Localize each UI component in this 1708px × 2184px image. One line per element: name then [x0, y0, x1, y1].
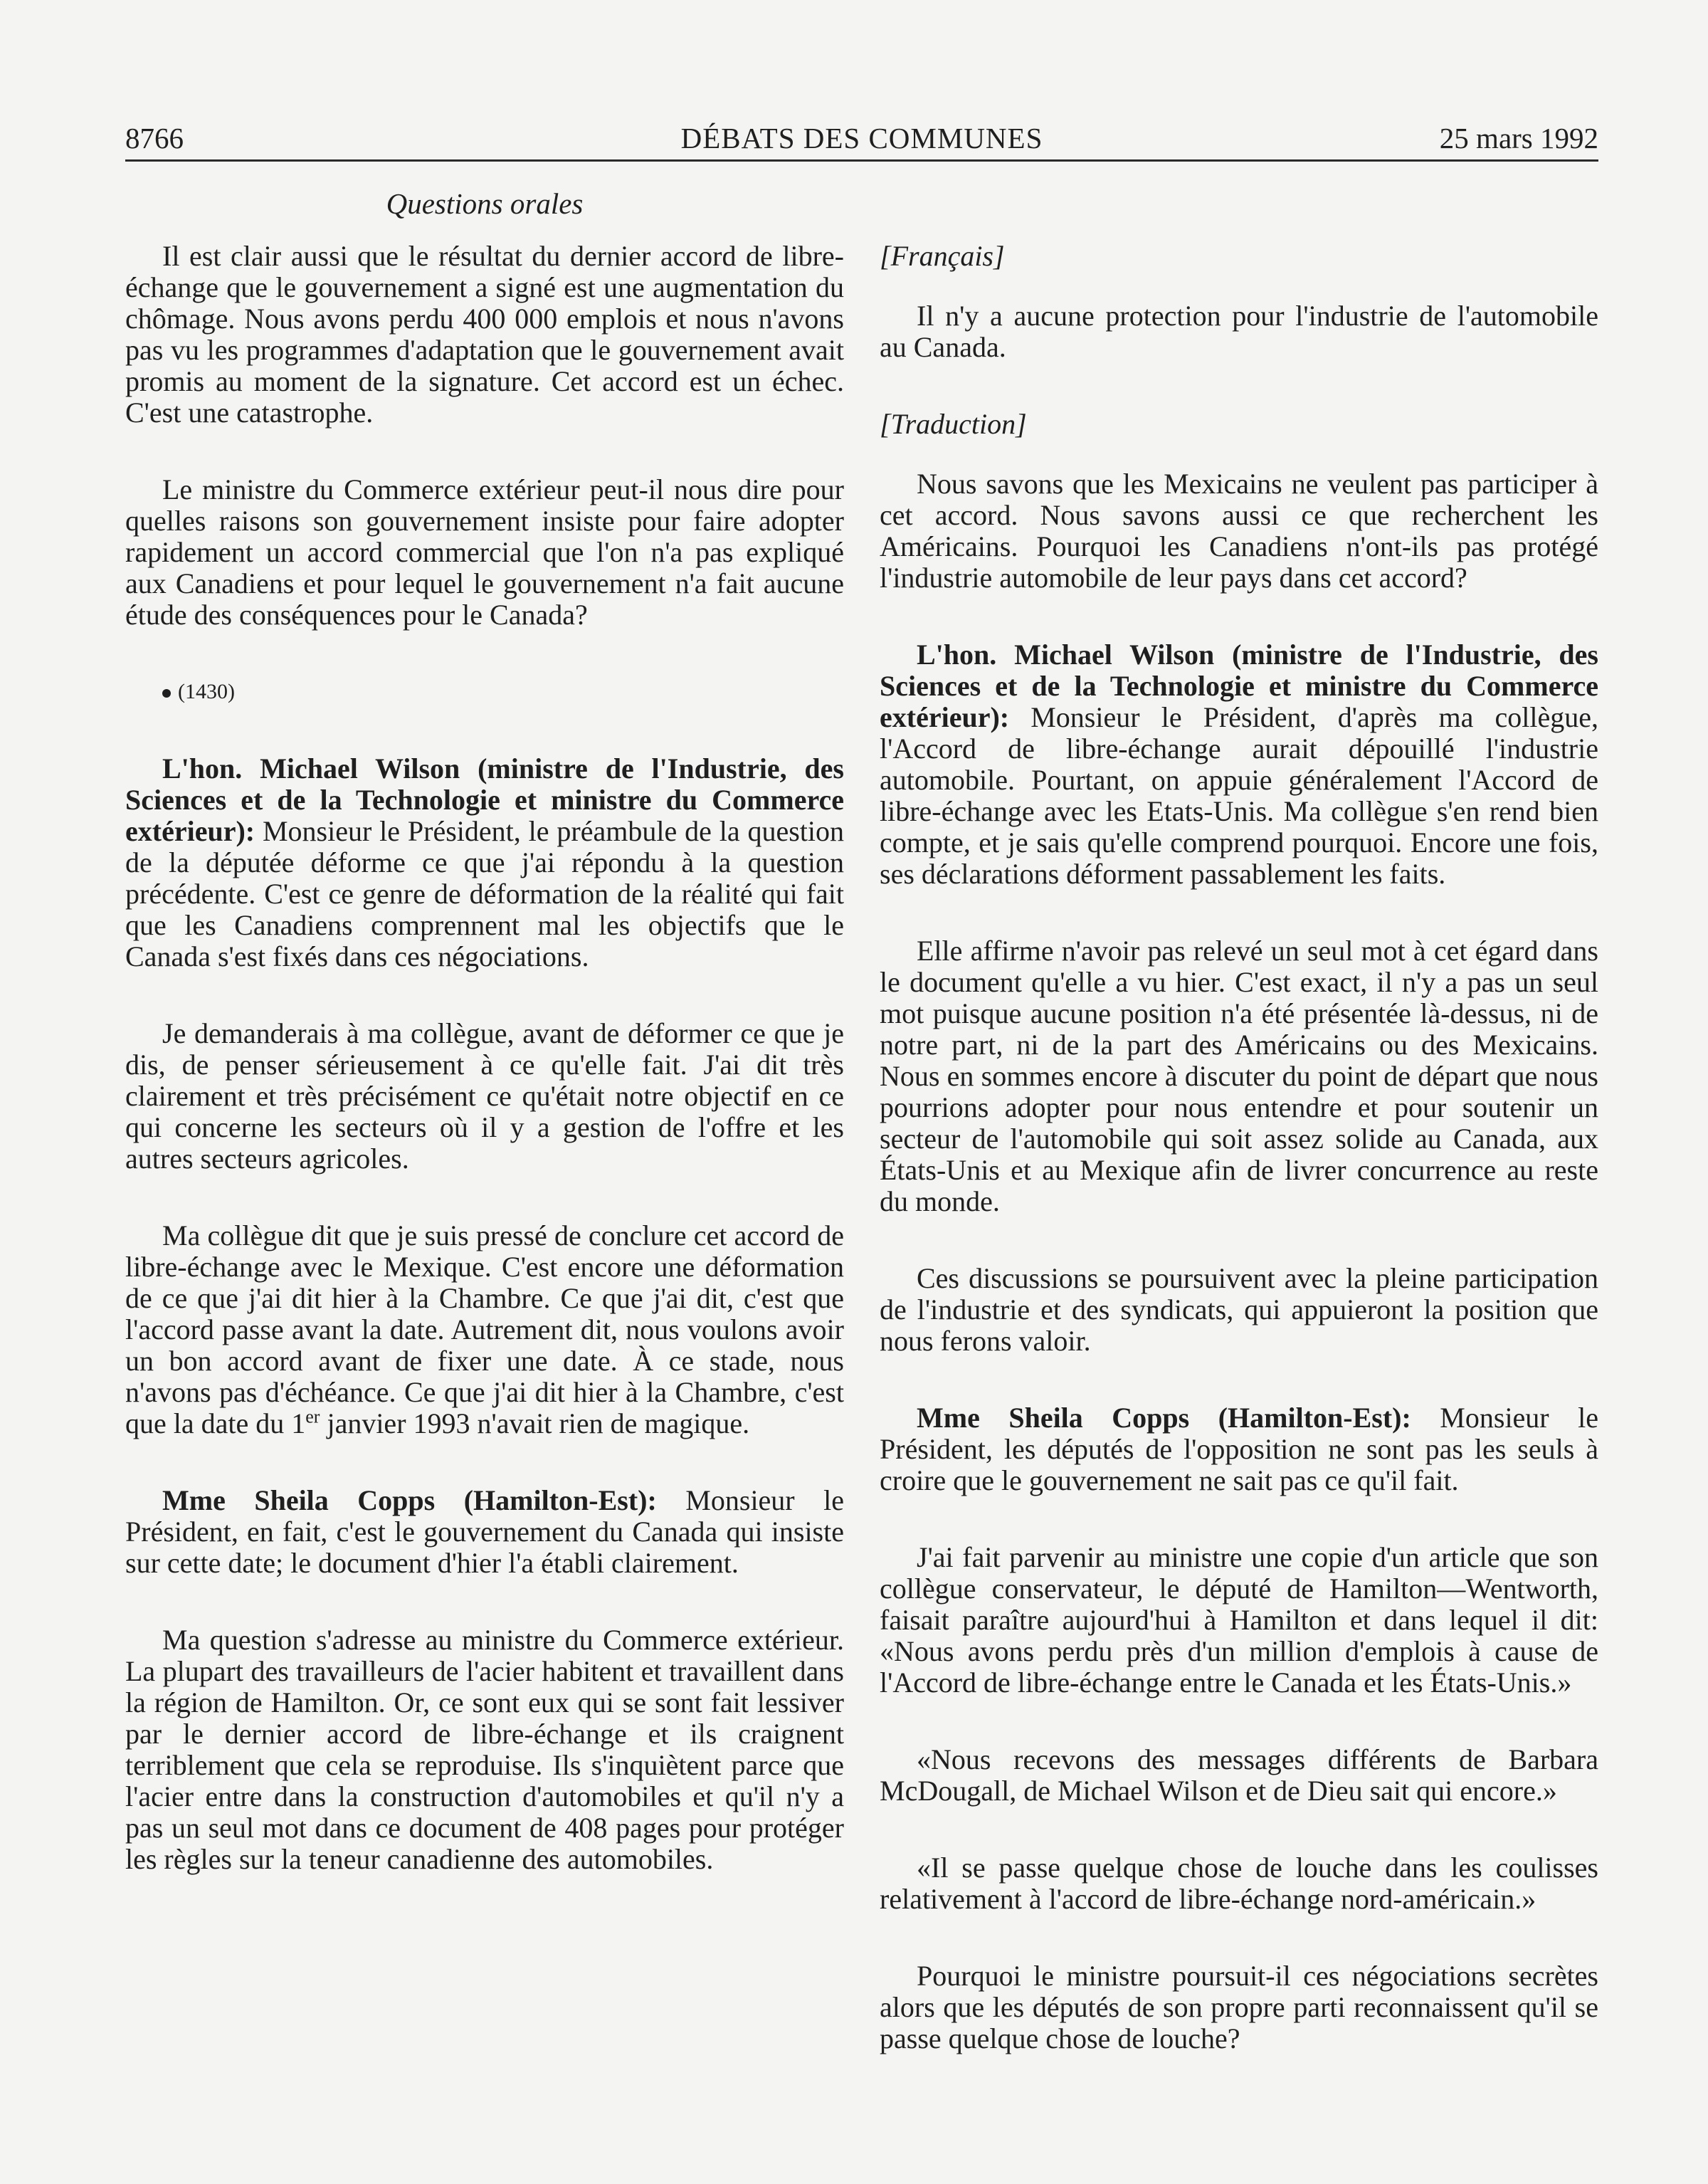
speech-text: Monsieur le Président, les députés de l'opposition ne sont pas les seuls à croire que le gouvernement ne sait pas ce qu'il fait.: [880, 1402, 1598, 1496]
paragraph: «Il se passe quelque chose de louche dans les coulisses relativement à l'accord de libre-échange nord-américain.»: [880, 1852, 1598, 1915]
superscript: er: [305, 1406, 320, 1427]
page-number: 8766: [125, 122, 184, 154]
paragraph: Ces discussions se poursuivent avec la pleine participation de l'industrie et des syndicats, qui appuieront la position que nous ferons valoir.: [880, 1262, 1598, 1357]
speech-paragraph: [880, 1402, 1598, 1496]
speech-paragraph: [125, 753, 844, 972]
publication-title: DÉBATS DES COMMUNES: [680, 122, 1043, 154]
left-column: [125, 241, 844, 1921]
speech-text: Monsieur le Président, en fait, c'est le gouvernement du Canada qui insiste sur cette date; le document d'hier l'a établi clairement.: [125, 1484, 844, 1579]
bullet-icon: [162, 689, 171, 698]
speaker-name: L'hon. Michael Wilson (ministre de l'Industrie, des Sciences et de la Technologie et ministre du Commerce extérieur):: [125, 752, 844, 847]
speaker-name: Mme Sheila Copps (Hamilton-Est):: [917, 1402, 1411, 1434]
section-heading: Questions orales: [386, 187, 584, 220]
page-header: [125, 117, 1598, 162]
paragraph: [125, 1220, 844, 1439]
language-marker: [Traduction]: [880, 408, 1027, 440]
speech-paragraph: [125, 1485, 844, 1579]
time-marker: [125, 676, 844, 708]
paragraph-text: Ma collègue dit que je suis pressé de conclure cet accord de libre-échange avec le Mexique. C'est encore une déformation de ce que j'ai dit hier à la Chambre. Ce que j'ai dit, c'est que l'accord passe avant la date. Autrement dit, nous voulons avoir un bon accord avant de fixer une date. À ce stade, nous n'avons pas d'échéance. Ce que j'ai dit hier à la Chambre, c'est que la date du 1: [125, 1219, 844, 1439]
time-marker-text: (1430): [178, 680, 235, 703]
paragraph: Nous savons que les Mexicains ne veulent pas participer à cet accord. Nous savons aussi ce que recherchent les Américains. Pourquoi les Canadiens n'ont-ils pas protégé l'industrie automobile de leur pays dans cet accord?: [880, 468, 1598, 594]
paragraph: Pourquoi le ministre poursuit-il ces négociations secrètes alors que les députés de son propre parti reconnaissent qu'il se passe quelque chose de louche?: [880, 1960, 1598, 2054]
paragraph-text: janvier 1993 n'avait rien de magique.: [320, 1407, 750, 1439]
speaker-name: L'hon. Michael Wilson (ministre de l'Industrie, des Sciences et de la Technologie et ministre du Commerce extérieur):: [880, 639, 1598, 733]
speaker-name: Mme Sheila Copps (Hamilton-Est):: [162, 1484, 657, 1516]
paragraph: Elle affirme n'avoir pas relevé un seul mot à cet égard dans le document qu'elle a vu hier. C'est exact, il n'y a pas un seul mot puisque aucune position n'a été présentée là-dessus, ni de notre part, ni de la part des Américains ou des Mexicains. Nous en sommes encore à discuter du point de départ que nous pourrions adopter pour nous entendre et pour soutenir un secteur de l'automobile qui soit assez solide au Canada, aux États-Unis et au Mexique afin de livrer concurrence au reste du monde.: [880, 935, 1598, 1217]
right-column: [880, 241, 1598, 2100]
speech-paragraph: [880, 639, 1598, 890]
publication-date: 25 mars 1992: [1439, 122, 1598, 154]
speech-text: Monsieur le Président, le préambule de la question de la députée déforme ce que j'ai répondu à la question précédente. C'est ce genre de déformation de la réalité qui fait que les Canadiens comprennent mal les objectifs que le Canada s'est fixés dans ces négociations.: [125, 815, 844, 972]
paragraph: Je demanderais à ma collègue, avant de déformer ce que je dis, de penser sérieusement à ce qu'elle fait. J'ai dit très clairement et très précisément ce qu'était notre objectif en ce qui concerne les secteurs où il y a gestion de l'offre et les autres secteurs agricoles.: [125, 1017, 844, 1175]
speech-text: Monsieur le Président, d'après ma collègue, l'Accord de libre-échange aurait dépouillé l'industrie automobile. Pourtant, on appuie généralement l'Accord de libre-échange avec les Etats-Unis. Ma collègue s'en rend bien compte, et je sais qu'elle comprend pourquoi. Encore une fois, ses déclarations déforment passablement les faits.: [880, 701, 1598, 890]
paragraph: Il n'y a aucune protection pour l'industrie de l'automobile au Canada.: [880, 300, 1598, 363]
paragraph: J'ai fait parvenir au ministre une copie d'un article que son collègue conservateur, le député de Hamilton—Wentworth, faisait paraître aujourd'hui à Hamilton et dans lequel il dit: «Nous avons perdu près d'un million d'emplois à cause de l'Accord de libre-échange entre le Canada et les États-Unis.»: [880, 1541, 1598, 1699]
paragraph: Le ministre du Commerce extérieur peut-il nous dire pour quelles raisons son gouvernement insiste pour faire adopter rapidement un accord commercial que l'on n'a pas expliqué aux Canadiens et pour lequel le gouvernement n'a fait aucune étude des conséquences pour le Canada?: [125, 473, 844, 631]
paragraph: Ma question s'adresse au ministre du Commerce extérieur. La plupart des travailleurs de l'acier habitent et travaillent dans la région de Hamilton. Or, ce sont eux qui se sont fait lessiver par le dernier accord de libre-échange et ils craignent terriblement que cela se reproduise. Ils s'inquiètent parce que l'acier entre dans la construction d'automobiles et qu'il n'y a pas un seul mot dans ce document de 408 pages pour protéger les règles sur la teneur canadienne des automobiles.: [125, 1624, 844, 1875]
language-marker: [Français]: [880, 240, 1005, 272]
paragraph: Il est clair aussi que le résultat du dernier accord de libre-échange que le gouvernement a signé est une augmentation du chômage. Nous avons perdu 400 000 emplois et nous n'avons pas vu les programmes d'adaptation que le gouvernement avait promis au moment de la signature. Cet accord est un échec. C'est une catastrophe.: [125, 240, 844, 429]
paragraph: «Nous recevons des messages différents de Barbara McDougall, de Michael Wilson et de Dieu sait qui encore.»: [880, 1743, 1598, 1807]
